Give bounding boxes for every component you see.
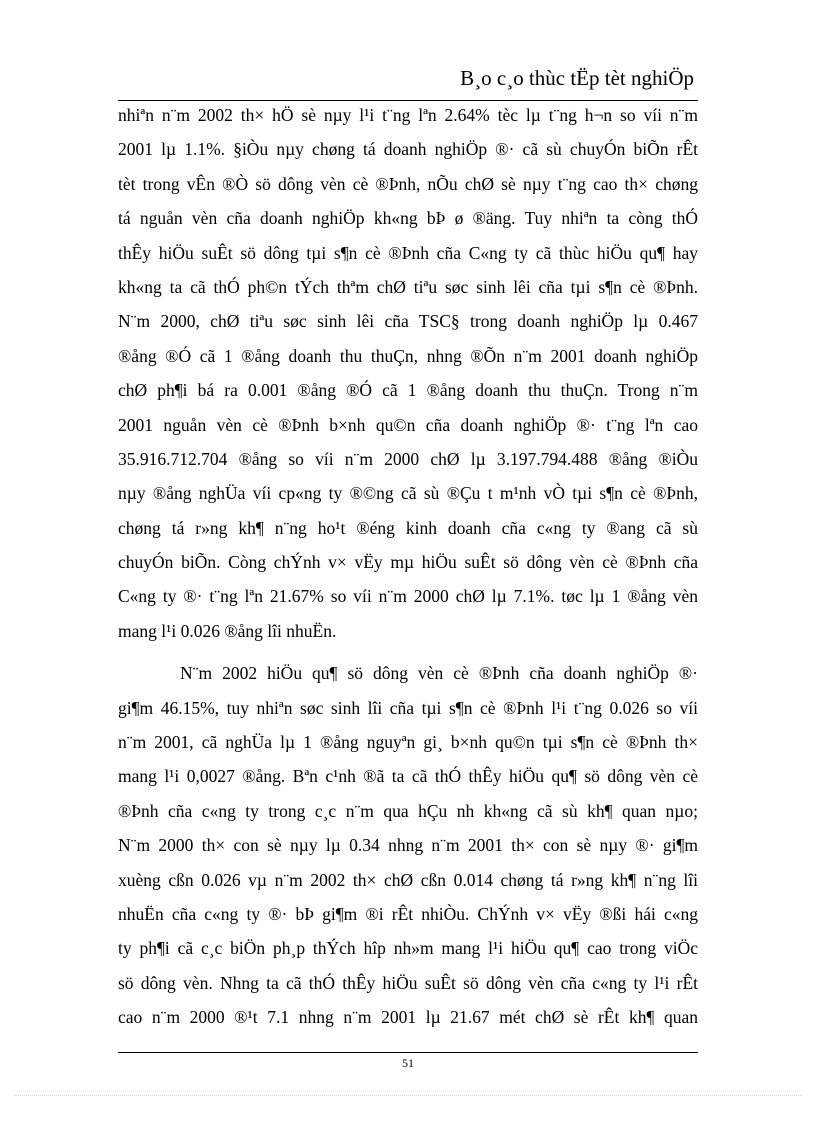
paragraph-1 [118, 98, 698, 648]
text-line: mang l¹i 0,0027 ®ång. Bªn c¹nh ®ã ta cã thÓ thÊy hiÖu qu¶ sö dông vèn cè [118, 766, 698, 787]
page-number: 51 [402, 1056, 414, 1070]
page-header [118, 60, 698, 101]
body-text [118, 98, 698, 1035]
text-line: nhuËn cña c«ng ty ®· bÞ gi¶m ®i rÊt nhiÒu. ChÝnh v× vËy ®ßi hái c«ng [118, 903, 698, 924]
text-line: chuyÓn biÕn. Còng chÝnh v× vËy mµ hiÖu suÊt sö dông vèn cè ®Þnh cña [118, 552, 698, 573]
text-line: nhiªn n¨m 2002 th× hÖ sè nµy l¹i t¨ng lªn 2.64% tèc lµ t¨ng h¬n so víi n¨m [118, 105, 698, 125]
text-line: mang l¹i 0.026 ®ång lîi nhuËn. [118, 620, 337, 641]
text-line: ®Þnh cña c«ng ty trong c¸c n¨m qua hÇu nh kh«ng cã sù kh¶ quan nµo; [118, 800, 698, 821]
page-edge-divider [15, 1095, 801, 1096]
text-line: C«ng ty ®· t¨ng lªn 21.67% so víi n¨m 2000 chØ lµ 7.1%. tøc lµ 1 ®ång vèn [118, 586, 698, 607]
text-line: ®ång ®Ó cã 1 ®ång doanh thu thuÇn, nhng ®Õn n¨m 2001 doanh nghiÖp [118, 345, 698, 366]
text-line: tèt trong vÊn ®Ò sö dông vèn cè ®Þnh, nÕu chØ sè nµy t¨ng cao th× chøng [118, 173, 698, 194]
paragraph-gap [118, 648, 698, 656]
paragraph-2 [118, 656, 698, 1034]
text-line: thÊy hiÖu suÊt sö dông tµi s¶n cè ®Þnh cña C«ng ty cã thùc hiÖu qu¶ hay [118, 242, 698, 263]
text-line: ty ph¶i cã c¸c biÖn ph¸p thÝch hîp nh»m mang l¹i hiÖu qu¶ cao trong viÖc [118, 938, 698, 959]
text-line: 2001 nguån vèn cè ®Þnh b×nh qu©n cña doanh nghiÖp ®· t¨ng lªn cao [118, 414, 698, 435]
text-line: tá nguån vèn cña doanh nghiÖp kh«ng bÞ ø ®äng. Tuy nhiªn ta còng thÓ [118, 208, 698, 229]
text-line: xuèng cßn 0.026 vµ n¨m 2002 th× chØ cßn 0.014 chøng tá r»ng kh¶ n¨ng lîi [118, 869, 698, 890]
text-line: chØ ph¶i bá ra 0.001 ®ång ®Ó cã 1 ®ång doanh thu thuÇn. Trong n¨m [118, 380, 698, 401]
text-line: sö dông vèn. Nhng ta cã thÓ thÊy hiÖu suÊt sö dông vèn cña c«ng ty l¹i rÊt [118, 972, 698, 993]
text-line: nµy ®ång nghÜa víi cp«ng ty ®©ng cã sù ®Çu t m¹nh vÒ tµi s¶n cè ®Þnh, [118, 483, 698, 504]
header-title: B¸o c¸o thùc tËp tèt nghiÖp [460, 66, 694, 90]
footer-rule [118, 1052, 698, 1053]
text-line: N¨m 2000 th× con sè nµy lµ 0.34 nhng n¨m 2001 th× con sè nµy ®· gi¶m [118, 835, 698, 856]
text-line: 35.916.712.704 ®ång so víi n¨m 2000 chØ lµ 3.197.794.488 ®ång ®iÒu [118, 448, 698, 469]
text-line: N¨m 2002 hiÖu qu¶ sö dông vèn cè ®Þnh cña doanh nghiÖp ®· [180, 663, 698, 684]
text-line: cao n¨m 2000 ®¹t 7.1 nhng n¨m 2001 lµ 21.67 mét chØ sè rÊt kh¶ quan [118, 1007, 698, 1028]
text-line: n¨m 2001, cã nghÜa lµ 1 ®ång nguyªn gi¸ b×nh qu©n tµi s¶n cè ®Þnh th× [118, 732, 698, 753]
text-line: 2001 lµ 1.1%. §iÒu nµy chøng tá doanh nghiÖp ®· cã sù chuyÓn biÕn rÊt [118, 139, 698, 160]
text-line: kh«ng ta cã thÓ ph©n tÝch thªm chØ tiªu søc sinh lêi cña tµi s¶n cè ®Þnh. [118, 276, 698, 297]
text-line: chøng tá r»ng kh¶ n¨ng ho¹t ®éng kinh doanh cña c«ng ty ®ang cã sù [118, 517, 698, 538]
text-line: gi¶m 46.15%, tuy nhiªn søc sinh lîi cña tµi s¶n cè ®Þnh l¹i t¨ng 0.026 so víi [118, 697, 698, 718]
text-line: N¨m 2000, chØ tiªu søc sinh lêi cña TSC§ trong doanh nghiÖp lµ 0.467 [118, 311, 698, 332]
